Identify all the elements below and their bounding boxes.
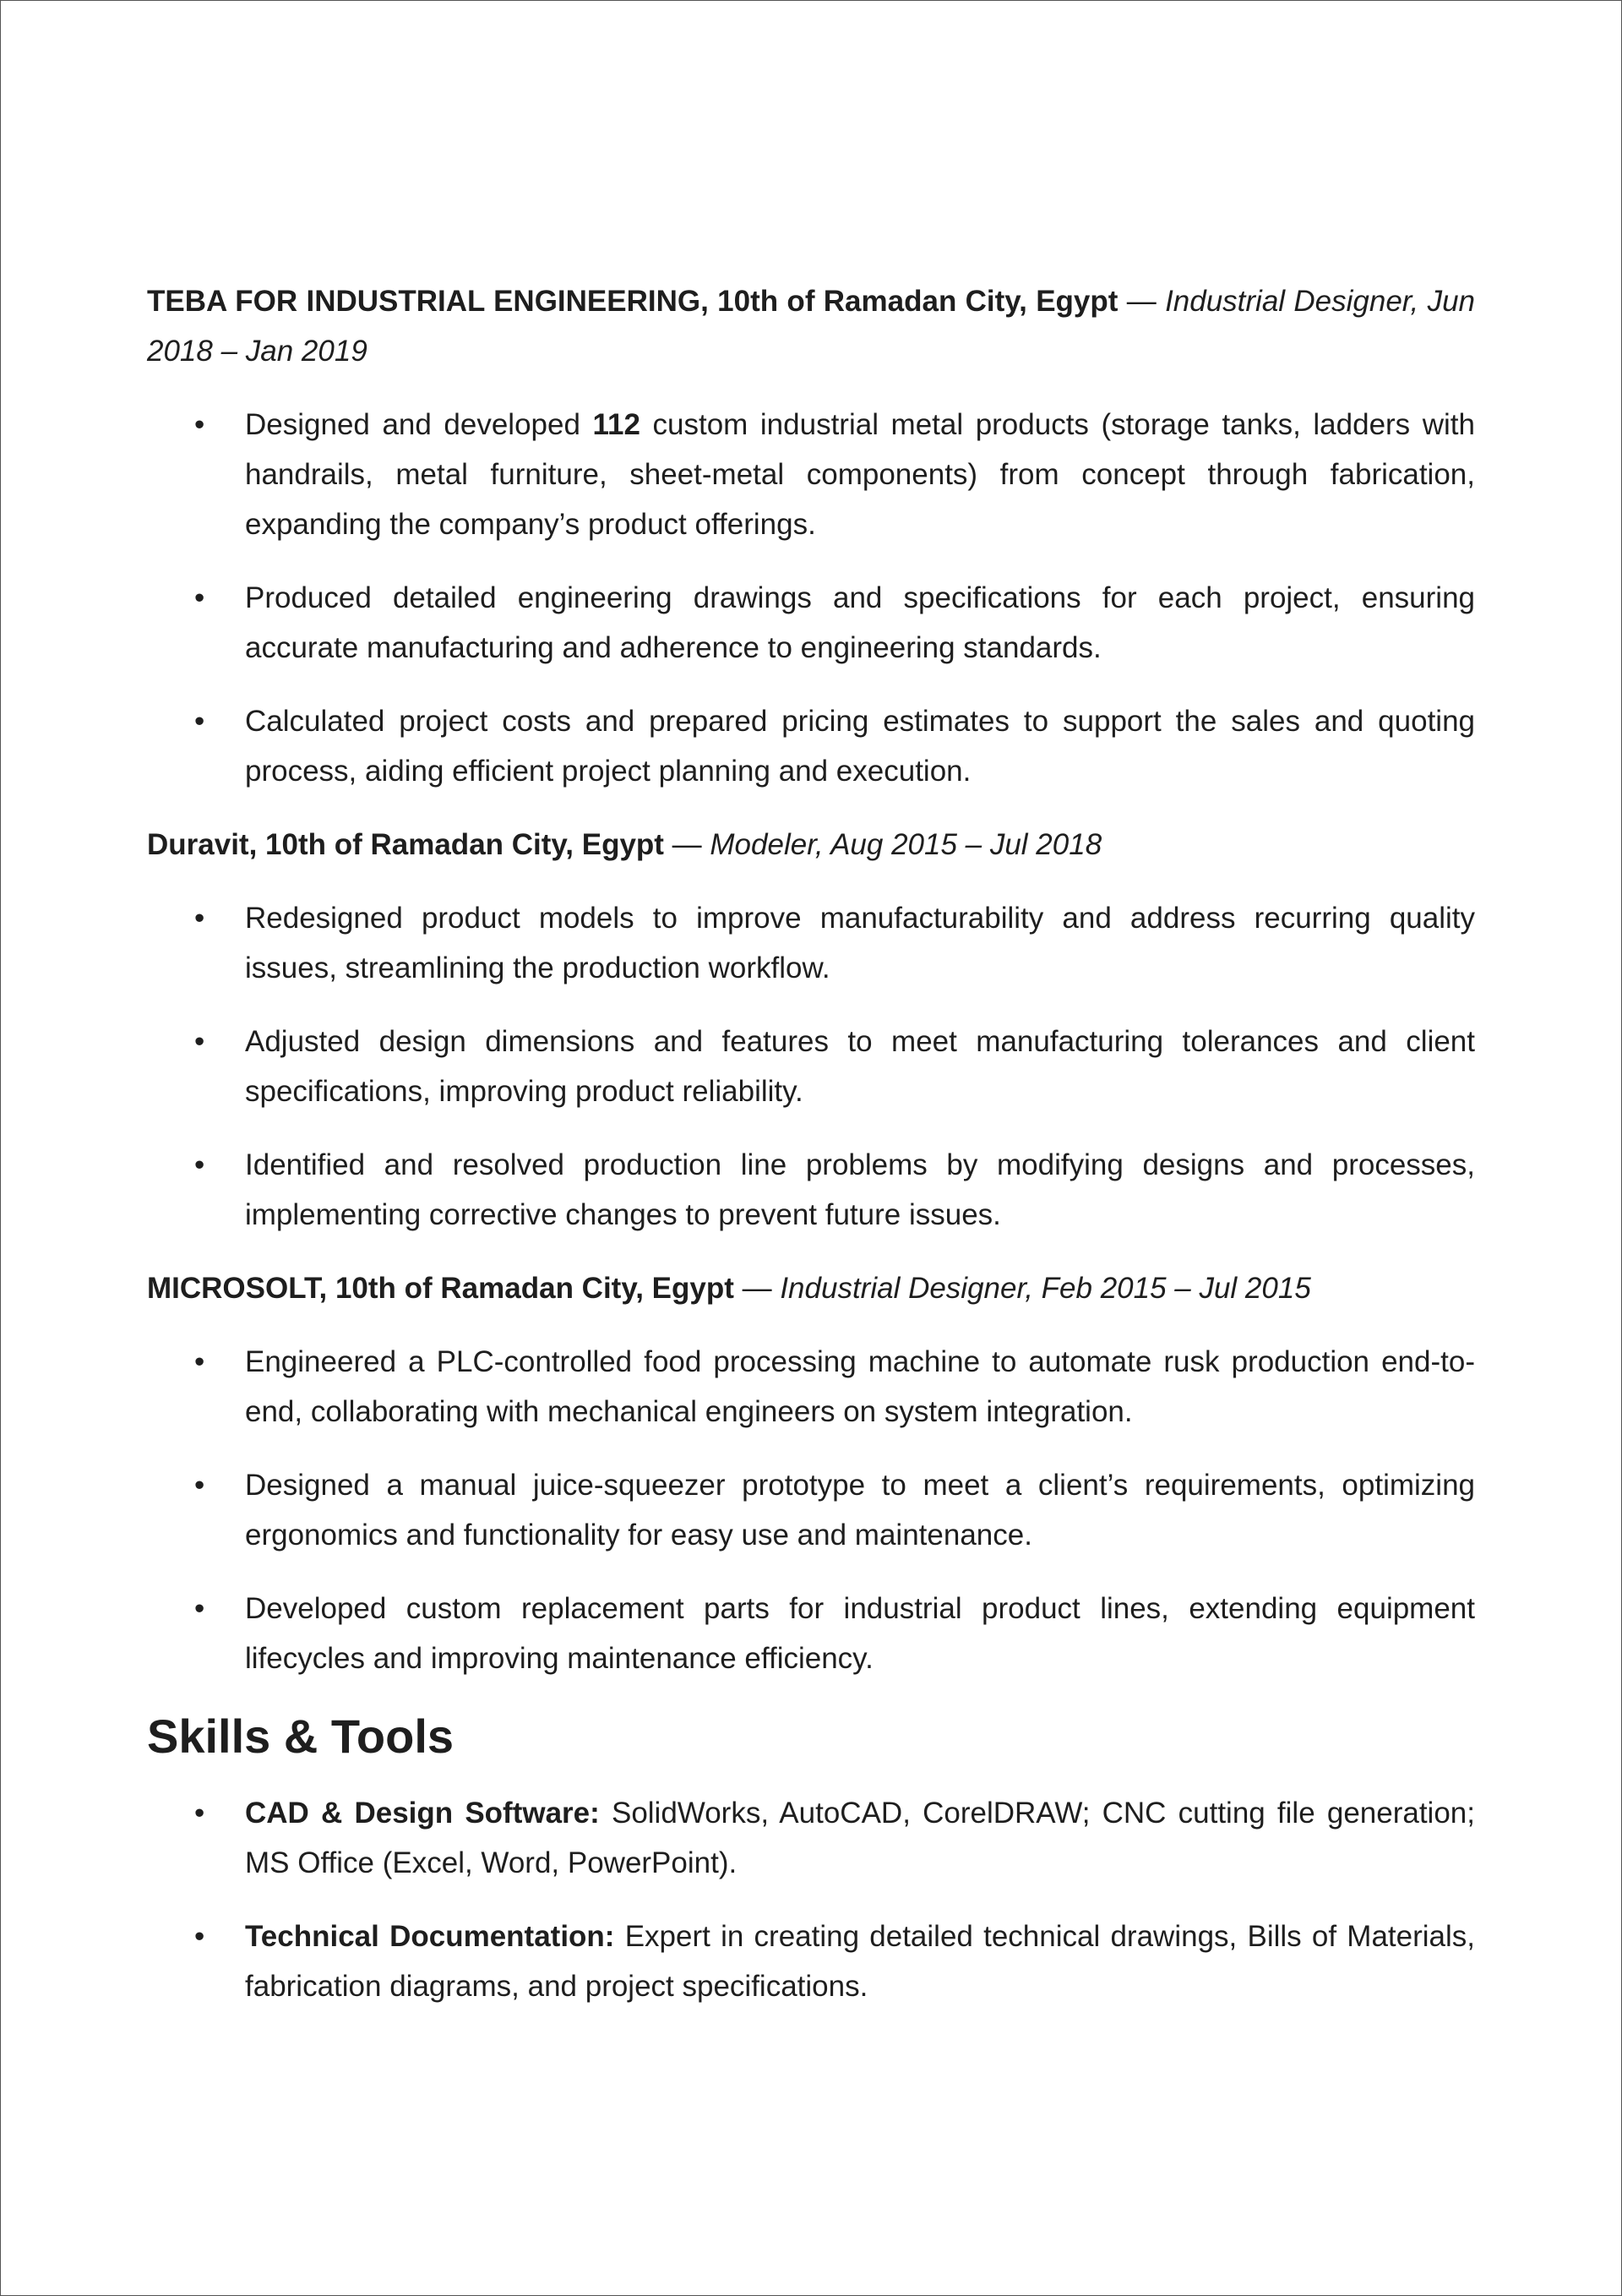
role-dates: Industrial Designer, Jun 2018 – Jan 2019 xyxy=(147,285,1475,368)
job-header xyxy=(147,1263,1475,1313)
bullet-dot-icon: • xyxy=(194,902,205,935)
bullet-dot-icon: • xyxy=(194,705,205,738)
text: Designed a manual juice-squeezer prototype to meet a client’s requirements, optimizing ergonomics and functionality for easy use and maintenance. xyxy=(245,1469,1475,1552)
bullet-dot-icon: • xyxy=(194,1148,205,1181)
company-location: Duravit, 10th of Ramadan City, Egypt xyxy=(147,828,664,861)
job-header xyxy=(147,820,1475,870)
bullet-item xyxy=(147,400,1475,549)
bullet-list xyxy=(147,1337,1475,1683)
separator: — xyxy=(1118,285,1166,318)
bullet-item xyxy=(147,1140,1475,1240)
separator: — xyxy=(733,1272,781,1305)
text: Identified and resolved production line problems by modifying designs and processes, implementing corrective changes to prevent future issues. xyxy=(245,1148,1475,1231)
bullet-dot-icon: • xyxy=(194,1025,205,1058)
bullet-dot-icon: • xyxy=(194,408,205,441)
text: Calculated project costs and prepared pricing estimates to support the sales and quoting process, aiding efficient project planning and execution. xyxy=(245,705,1475,788)
text: SolidWorks, AutoCAD, CorelDRAW; CNC cutting file generation; MS Office (Excel, Word, PowerPoint). xyxy=(245,1797,1475,1879)
bold-text: CAD & Design Software: xyxy=(245,1797,600,1830)
text: Expert in creating detailed technical drawings, Bills of Materials, fabrication diagrams, and project specifications. xyxy=(245,1920,1475,2003)
bullet-dot-icon: • xyxy=(194,1345,205,1378)
bullet-list xyxy=(147,400,1475,796)
text: Developed custom replacement parts for industrial product lines, extending equipment lifecycles and improving maintenance efficiency. xyxy=(245,1592,1475,1675)
bullet-dot-icon: • xyxy=(194,1469,205,1502)
bullet-list xyxy=(147,893,1475,1240)
company-location: TEBA FOR INDUSTRIAL ENGINEERING, 10th of Ramadan City, Egypt xyxy=(147,285,1119,318)
role-dates: Modeler, Aug 2015 – Jul 2018 xyxy=(710,828,1102,861)
bullet-dot-icon: • xyxy=(194,581,205,614)
bold-text: Technical Documentation: xyxy=(245,1920,615,1953)
bullet-dot-icon: • xyxy=(194,1592,205,1625)
bullet-dot-icon: • xyxy=(194,1920,205,1953)
bullet-item xyxy=(147,1584,1475,1683)
bullet-item xyxy=(147,1017,1475,1116)
text: Adjusted design dimensions and features to meet manufacturing tolerances and client specifications, improving product reliability. xyxy=(245,1025,1475,1108)
text: Produced detailed engineering drawings and specifications for each project, ensuring accurate manufacturing and adherence to engineering standards. xyxy=(245,581,1475,664)
bullet-item xyxy=(147,573,1475,673)
section-heading-skills: Skills & Tools xyxy=(147,1710,454,1763)
text: Engineered a PLC-controlled food processing machine to automate rusk production end-to-end, collaborating with mechanical engineers on system integration. xyxy=(245,1345,1475,1428)
role-dates: Industrial Designer, Feb 2015 – Jul 2015 xyxy=(780,1272,1311,1305)
bullet-item xyxy=(147,1912,1475,2011)
bullet-item xyxy=(147,1460,1475,1560)
company-location: MICROSOLT, 10th of Ramadan City, Egypt xyxy=(147,1272,734,1305)
job-header xyxy=(147,276,1475,376)
bullet-list xyxy=(147,1788,1475,2011)
resume-content xyxy=(147,276,1475,2035)
bullet-dot-icon: • xyxy=(194,1797,205,1830)
text: Designed and developed xyxy=(245,408,593,441)
separator: — xyxy=(663,828,710,861)
bullet-item xyxy=(147,1788,1475,1888)
bullet-item xyxy=(147,1337,1475,1437)
bullet-item xyxy=(147,696,1475,796)
text: custom industrial metal products (storage tanks, ladders with handrails, metal furniture, sheet-metal components) from concept through fabrication, expanding the company’s product offerings. xyxy=(245,408,1475,541)
bold-text: 112 xyxy=(592,408,640,441)
bullet-item xyxy=(147,893,1475,993)
text: Redesigned product models to improve manufacturability and address recurring quality issues, streamlining the production workflow. xyxy=(245,902,1475,984)
